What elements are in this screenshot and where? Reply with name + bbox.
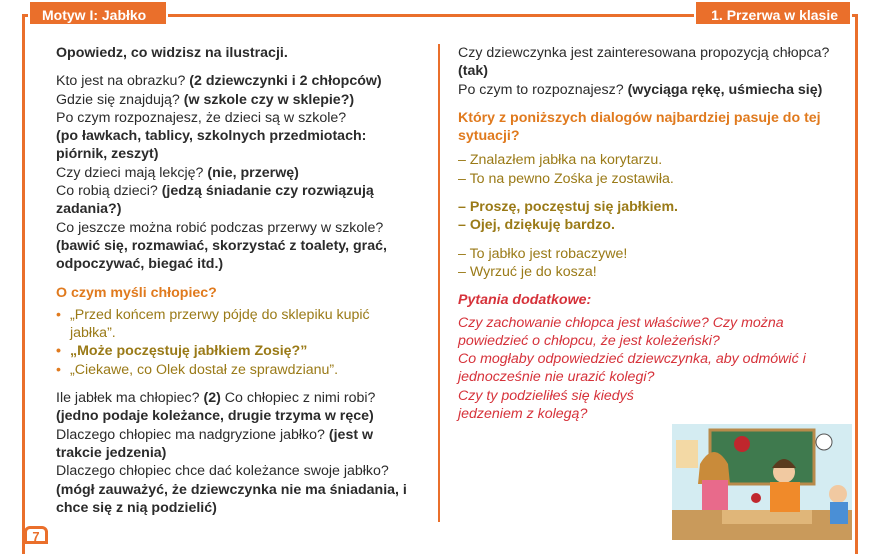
column-divider [438, 44, 440, 522]
page-number: 7 [24, 526, 48, 544]
answer-break: (bawić się, rozmawiać, skorzystać z toalety, grać, odpoczywać, biegać itd.) [56, 237, 387, 273]
question-lesson: Czy dzieci mają lekcję? (nie, przerwę) [56, 164, 299, 181]
dialog-line: – To na pewno Zośka je zostawiła. [458, 170, 674, 187]
dialog-line: – Ojej, dziękuję bardzo. [458, 217, 615, 234]
section-tab: 1. Przerwa w klasie [694, 0, 852, 26]
instruction-heading: Opowiedz, co widzisz na ilustracji. [56, 45, 288, 61]
thought-option: • „Może poczęstuję jabłkiem Zosię?” [56, 342, 416, 360]
extra-question: Czy zachowanie chłopca jest właściwe? Czy można powiedzieć o chłopcu, że jest koleżeński? [458, 314, 784, 349]
header-bar [0, 0, 880, 30]
extra-question: Czy ty podzieliłeś się kiedyś jedzeniem z kolegą? [458, 387, 634, 423]
dialog-line: – Wyrzuć je do kosza! [458, 263, 597, 280]
dialog-heading: Który z poniższych dialogów najbardziej pasuje do tej sytuacji? [458, 109, 821, 145]
classroom-illustration [672, 424, 852, 540]
chapter-tab: Motyw I: Jabłko [28, 0, 168, 26]
dialog-line: – Znalazłem jabłka na korytarzu. [458, 152, 663, 169]
thought-option: • „Ciekawe, co Olek dostał ze sprawdzianu”. [56, 361, 416, 379]
question-where: Gdzie się znajdują? (w szkole czy w sklepie?) [56, 91, 355, 108]
thought-option: • „Przed końcem przerwy pójdę do sklepiku kupić jabłka”. [56, 306, 416, 343]
question-school: Po czym rozpoznajesz, że dzieci są w szkole? [56, 109, 347, 126]
extra-heading: Pytania dodatkowe: [458, 292, 592, 309]
question-recognize: Po czym to rozpoznajesz? (wyciąga rękę, uśmiecha się) [458, 81, 823, 98]
question-bitten: Dlaczego chłopiec ma nadgryzione jabłko? (jest w trakcie jedzenia) [56, 426, 374, 461]
question-doing: Co robią dzieci? (jedzą śniadanie czy rozwiązują zadania?) [56, 183, 374, 218]
answer-apples: (jedno podaje koleżance, drugie trzyma w ręce) [56, 408, 374, 425]
extra-question: Co mogłaby odpowiedzieć dziewczynka, aby odmówić i jednocześnie nie urazić kolegi? [458, 351, 806, 386]
right-column [458, 44, 838, 423]
question-why: Dlaczego chłopiec chce dać koleżance swoje jabłko? [56, 463, 389, 480]
question-who: Kto jest na obrazku? (2 dziewczynki i 2 chłopców) [56, 73, 382, 90]
answer-school: (po ławkach, tablicy, szkolnych przedmiotach: piórnik, zeszyt) [56, 128, 367, 163]
question-apples: Ile jabłek ma chłopiec? (2) Co chłopiec z nimi robi? [56, 390, 376, 407]
answer-why: (mógł zauważyć, że dziewczynka nie ma śniadania, i chce się z nią podzielić) [56, 481, 407, 516]
question-interested: Czy dziewczynka jest zainteresowana propozycją chłopca? (tak) [458, 45, 830, 80]
dialog-line: – To jabłko jest robaczywe! [458, 245, 628, 262]
dialog-line: – Proszę, poczęstuj się jabłkiem. [458, 199, 678, 216]
thought-heading: O czym myśli chłopiec? [56, 284, 217, 301]
question-break: Co jeszcze można robić podczas przerwy w szkole? [56, 219, 384, 236]
left-column [56, 44, 416, 517]
